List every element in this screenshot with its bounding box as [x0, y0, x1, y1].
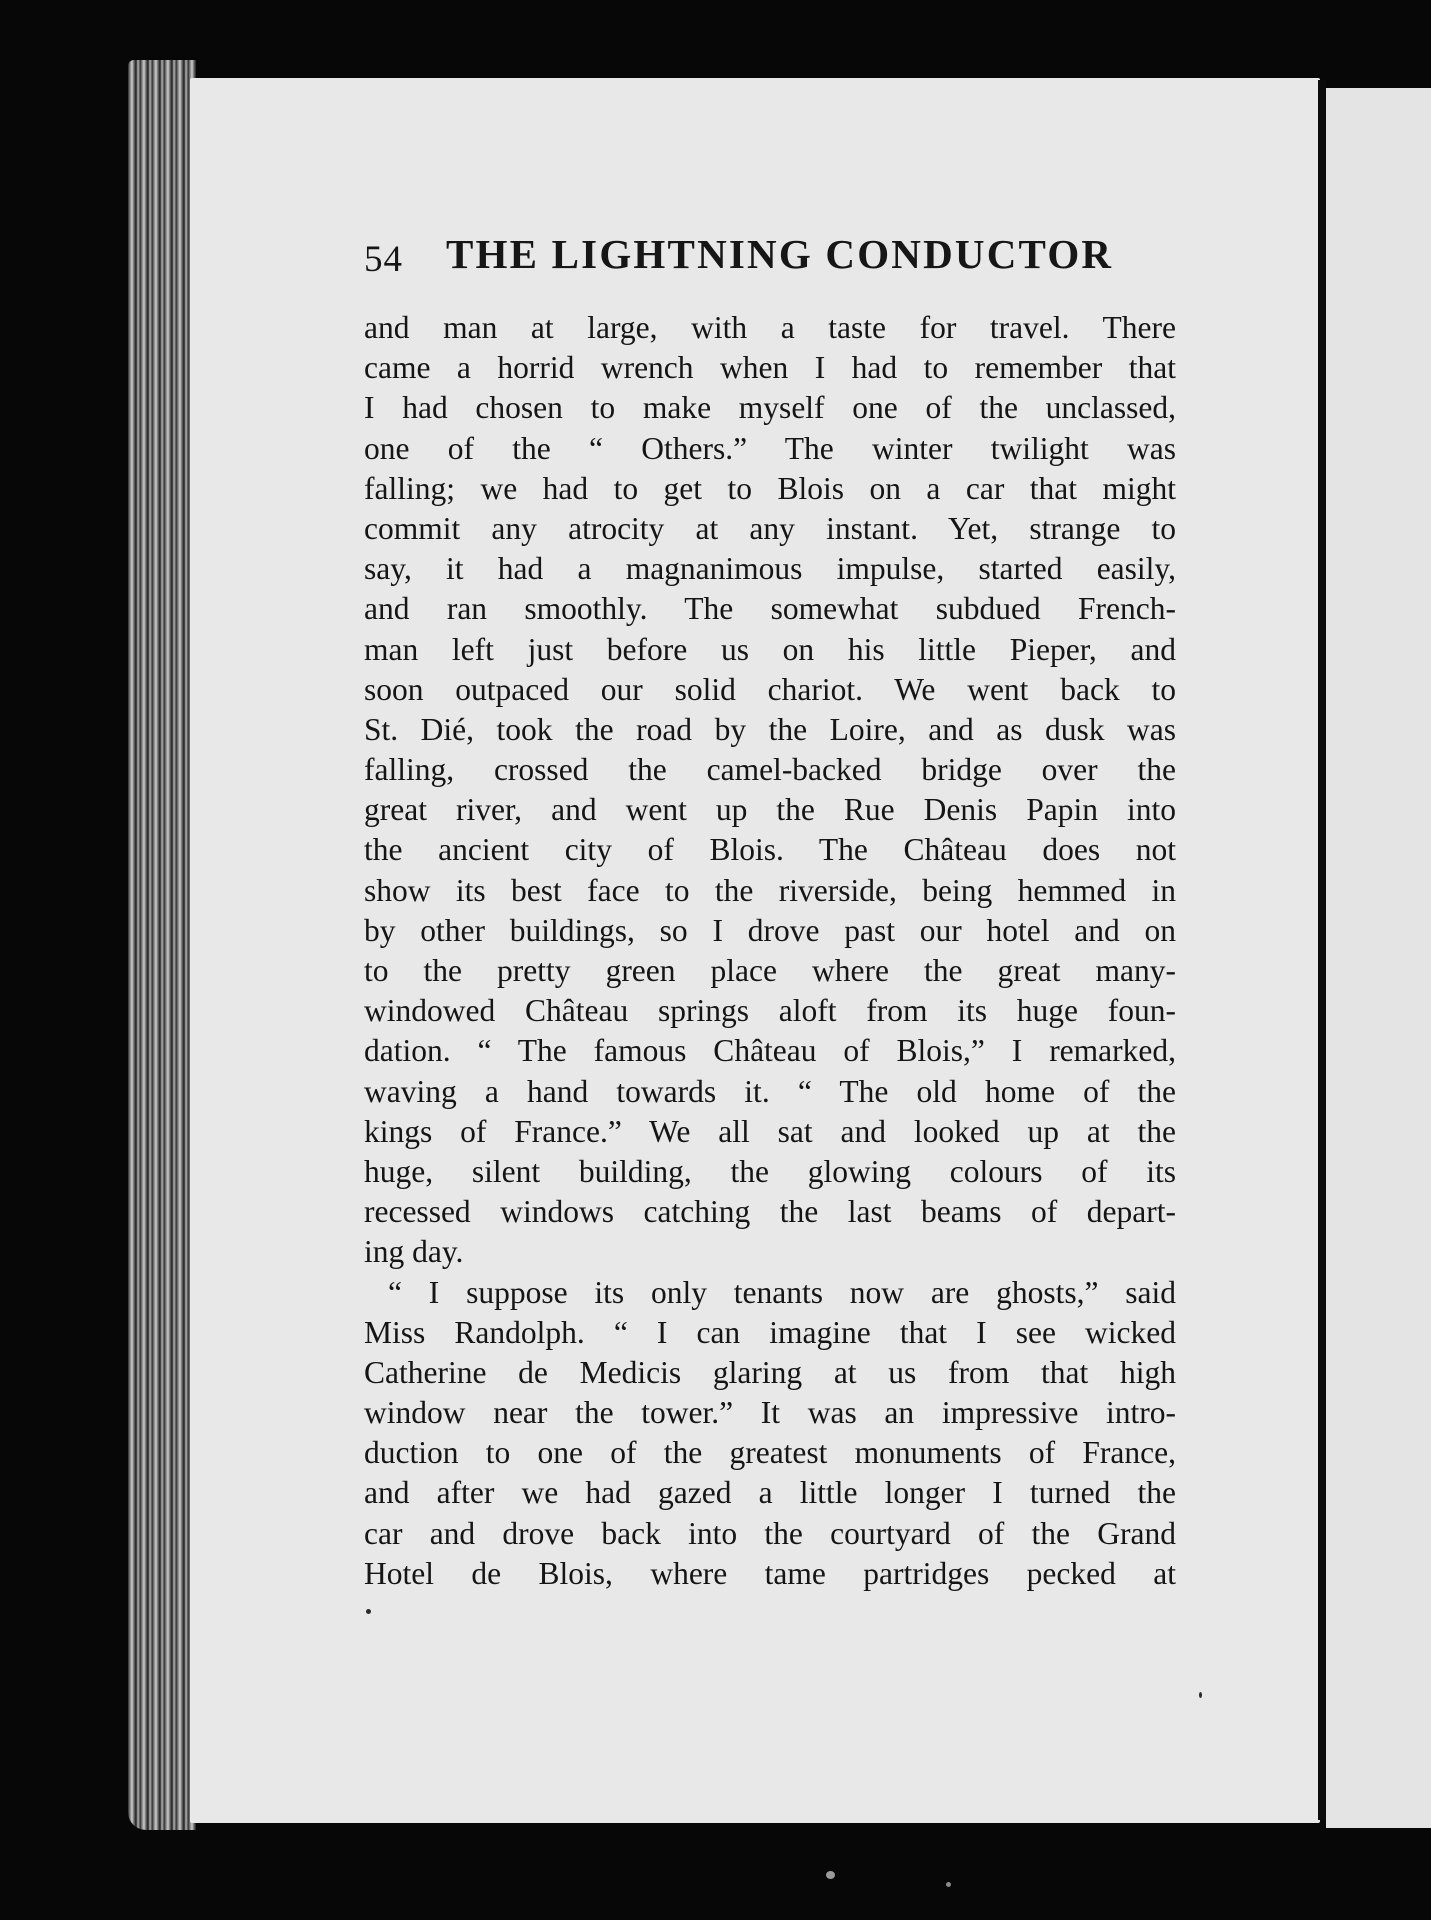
body-text [364, 308, 1176, 1594]
text-line: Hotel de Blois, where tame partridges pecked at [364, 1555, 1176, 1591]
text-line: commit any atrocity at any instant. Yet, strange to [364, 510, 1176, 546]
text-line: I had chosen to make myself one of the unclassed, [364, 390, 1176, 426]
page-number: 54 [364, 239, 403, 280]
text-line: windowed Château springs aloft from its huge foun- [364, 993, 1176, 1029]
scan-speck [1199, 1692, 1202, 1698]
text-line: duction to one of the greatest monuments of France, [364, 1435, 1176, 1471]
right-page-edge [1326, 88, 1431, 1828]
text-line: to the pretty green place where the great many- [364, 953, 1176, 988]
text-line: car and drove back into the courtyard of the Grand [364, 1515, 1176, 1551]
book-fore-edge [128, 60, 196, 1830]
text-line: and man at large, with a taste for travel. There [364, 310, 1176, 345]
text-line: waving a hand towards it. “ The old home of the [364, 1073, 1176, 1109]
text-line: the ancient city of Blois. The Château does not [364, 832, 1176, 868]
text-line: ing day. [364, 1234, 464, 1270]
text-line: window near the tower.” It was an impressive intro- [364, 1395, 1176, 1431]
text-line: Miss Randolph. “ I can imagine that I see wicked [364, 1314, 1176, 1350]
text-line: “ I suppose its only tenants now are ghosts,” said [388, 1274, 1176, 1310]
text-line: man left just before us on his little Pieper, and [364, 631, 1176, 667]
text-line: dation. “ The famous Château of Blois,” I remarked, [364, 1033, 1176, 1069]
text-line: soon outpaced our solid chariot. We went back to [364, 671, 1176, 707]
page-header [364, 228, 1176, 288]
text-line: recessed windows catching the last beams of depart- [364, 1194, 1176, 1230]
text-line: one of the “ Others.” The winter twilight was [364, 430, 1176, 466]
scan-speck [366, 1609, 371, 1614]
scan-speck [946, 1882, 951, 1887]
text-line: and after we had gazed a little longer I turned the [364, 1475, 1176, 1511]
scan-speck [826, 1871, 835, 1879]
text-line: Catherine de Medicis glaring at us from that high [364, 1354, 1176, 1390]
text-line: came a horrid wrench when I had to remember that [364, 350, 1176, 386]
text-line: by other buildings, so I drove past our hotel and on [364, 912, 1176, 948]
running-title: THE LIGHTNING CONDUCTOR [446, 231, 1114, 277]
text-line: kings of France.” We all sat and looked up at the [364, 1113, 1176, 1149]
text-line: say, it had a magnanimous impulse, started easily, [364, 551, 1176, 587]
text-line: St. Dié, took the road by the Loire, and as dusk was [364, 711, 1176, 747]
gutter-shadow [1318, 80, 1326, 1820]
text-line: falling, crossed the camel-backed bridge over the [364, 752, 1176, 788]
text-line: huge, silent building, the glowing colours of its [364, 1153, 1176, 1189]
text-line: great river, and went up the Rue Denis Papin into [364, 792, 1176, 828]
text-line: and ran smoothly. The somewhat subdued French- [364, 591, 1176, 627]
text-line: falling; we had to get to Blois on a car that might [364, 470, 1176, 506]
text-line: show its best face to the riverside, being hemmed in [364, 872, 1176, 908]
